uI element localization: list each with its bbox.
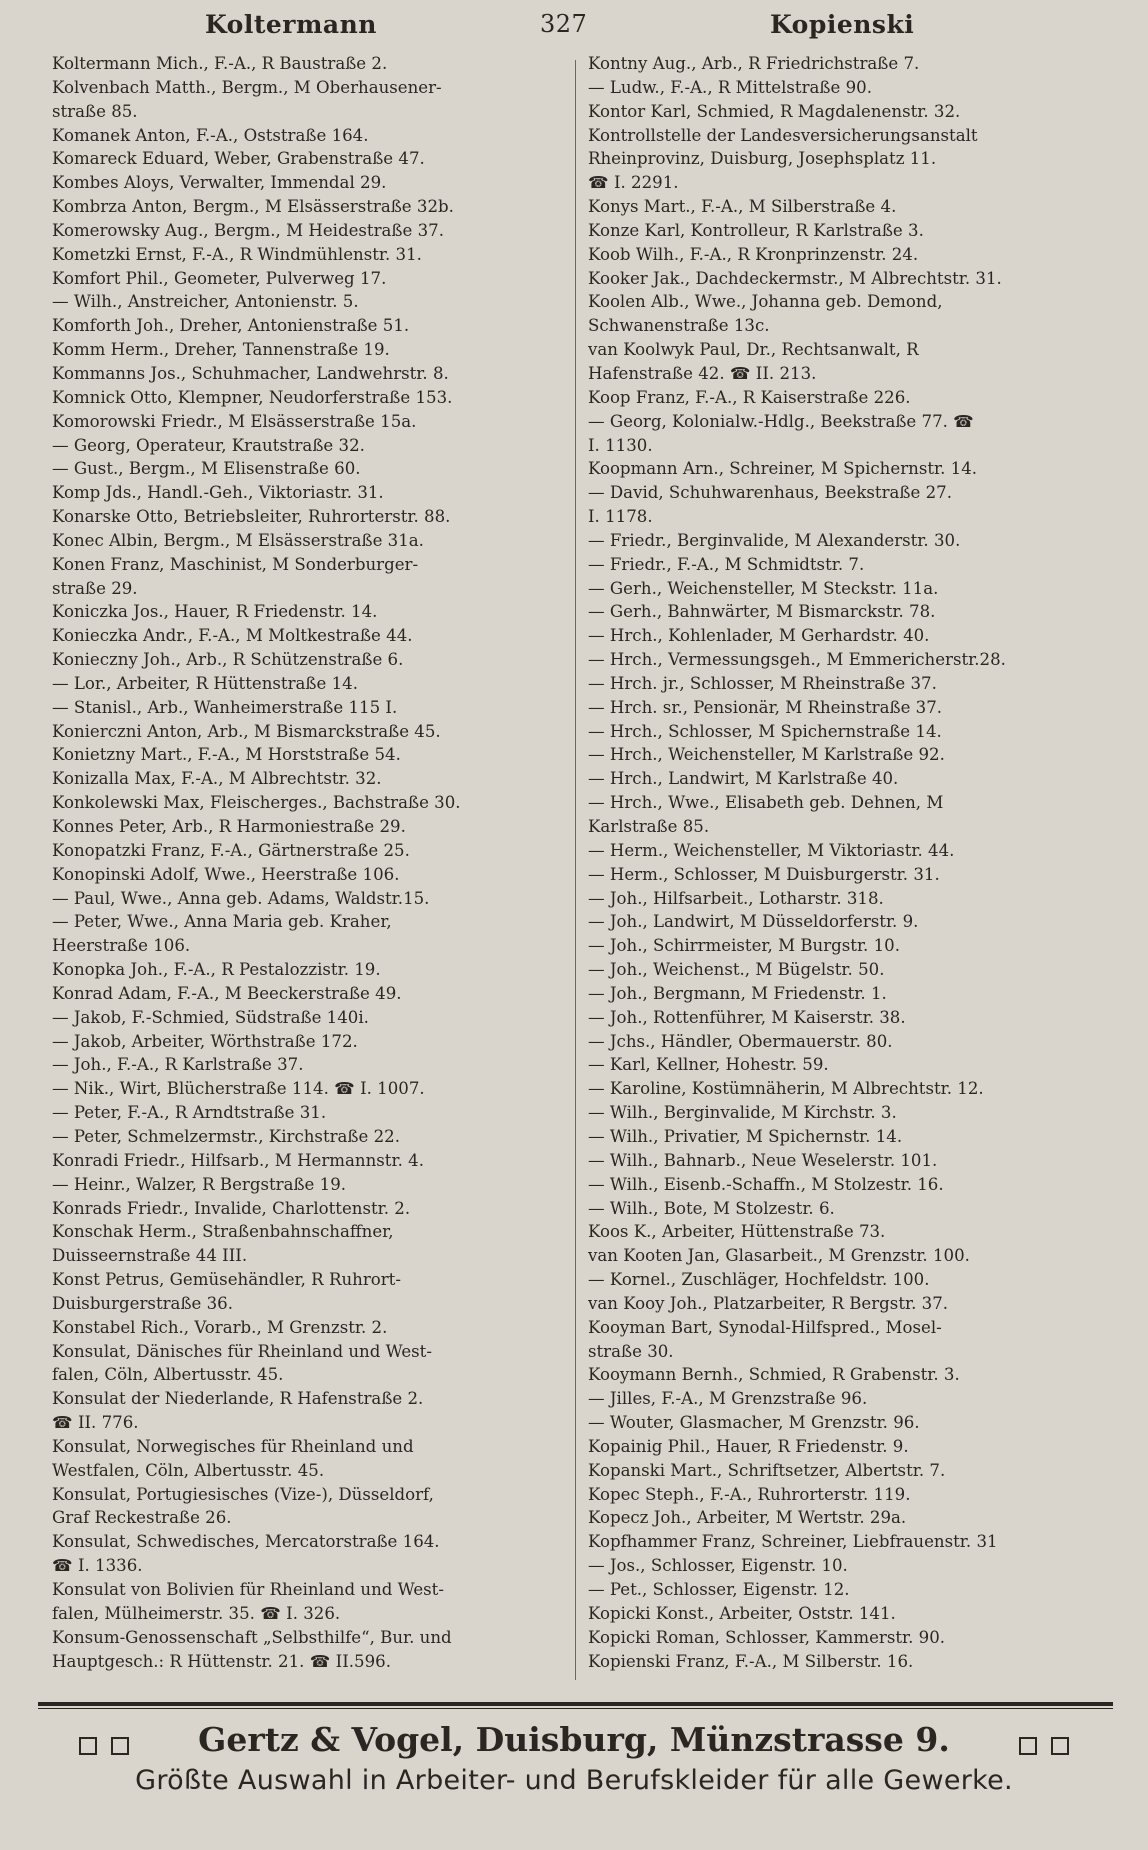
- directory-entry: Kontor Karl, Schmied, R Magdalenenstr. 32.: [588, 101, 961, 121]
- directory-entry: Koolen Alb., Wwe., Johanna geb. Demond,: [588, 292, 943, 312]
- directory-entry: Komp Jds., Handl.-Geh., Viktoriastr. 31.: [52, 483, 384, 503]
- directory-entry: I. 1130.: [588, 435, 653, 455]
- directory-entry: Konierczni Anton, Arb., M Bismarckstraße 45.: [52, 721, 441, 741]
- advertisement-headline: Gertz & Vogel, Duisburg, Münzstrasse 9.: [198, 1720, 950, 1759]
- directory-entry: — Georg, Kolonialw.-Hdlg., Beekstraße 77. ☎: [588, 411, 974, 431]
- directory-entry: — Hrch., Vermessungsgeh., M Emmericherstr.28.: [588, 650, 1006, 670]
- directory-entry: Konsulat von Bolivien für Rheinland und West-: [52, 1580, 444, 1599]
- directory-entry: — Wilh., Bote, M Stolzestr. 6.: [588, 1198, 835, 1218]
- directory-entry: Konze Karl, Kontrolleur, R Karlstraße 3.: [588, 220, 924, 240]
- directory-entry: Hafenstraße 42. ☎ II. 213.: [588, 363, 817, 383]
- directory-entry: falen, Mülheimerstr. 35. ☎ I. 326.: [52, 1603, 341, 1623]
- directory-entry: — Joh., Hilfsarbeit., Lotharstr. 318.: [588, 888, 884, 908]
- directory-entry: — Stanisl., Arb., Wanheimerstraße 115 I.: [52, 697, 398, 717]
- directory-entry: — Heinr., Walzer, R Bergstraße 19.: [52, 1174, 347, 1194]
- directory-entry: Konizalla Max, F.-A., M Albrechtstr. 32.: [52, 769, 382, 789]
- directory-entry: Konietzny Mart., F.-A., M Horststraße 54.: [52, 745, 401, 765]
- directory-entry: van Kooten Jan, Glasarbeit., M Grenzstr. 100.: [588, 1246, 970, 1266]
- directory-entry: — Hrch. sr., Pensionär, M Rheinstraße 37.: [588, 697, 943, 717]
- directory-entry: — Joh., Landwirt, M Düsseldorferstr. 9.: [588, 912, 919, 932]
- directory-entry: Konsulat, Schwedisches, Mercatorstraße 164.: [52, 1532, 440, 1552]
- directory-entry: van Koolwyk Paul, Dr., Rechtsanwalt, R: [588, 340, 919, 360]
- column-divider: [575, 60, 576, 1680]
- directory-entry: Kopicki Konst., Arbeiter, Oststr. 141.: [588, 1603, 896, 1623]
- directory-entry: Konsulat, Dänisches für Rheinland und West-: [52, 1341, 432, 1361]
- directory-entry: Kooyman Bart, Synodal-Hilfspred., Mosel-: [588, 1317, 942, 1337]
- directory-entry: Konopinski Adolf, Wwe., Heerstraße 106.: [52, 864, 400, 884]
- directory-entry: Koos K., Arbeiter, Hüttenstraße 73.: [588, 1222, 886, 1242]
- directory-entry: — Kornel., Zuschläger, Hochfeldstr. 100.: [588, 1270, 930, 1290]
- directory-entry: Konsum-Genossenschaft „Selbsthilfe“, Bur. und: [52, 1627, 452, 1647]
- directory-entry: Westfalen, Cöln, Albertusstr. 45.: [52, 1460, 325, 1480]
- directory-entry: Koopmann Arn., Schreiner, M Spichernstr. 14.: [588, 459, 978, 479]
- directory-entry: Kopainig Phil., Hauer, R Friedenstr. 9.: [588, 1436, 909, 1456]
- advertisement-tagline: Größte Auswahl in Arbeiter- und Berufskleider für alle Gewerke.: [135, 1765, 1013, 1796]
- directory-entry: Konopka Joh., F.-A., R Pestalozzistr. 19.: [52, 960, 381, 980]
- directory-entry: Koop Franz, F.-A., R Kaiserstraße 226.: [588, 387, 911, 407]
- header-right-keyword: Kopienski: [770, 10, 915, 39]
- directory-entry: Konys Mart., F.-A., M Silberstraße 4.: [588, 197, 897, 217]
- directory-entry: Kommanns Jos., Schuhmacher, Landwehrstr. 8.: [52, 363, 449, 383]
- directory-entry: — Hrch., Schlosser, M Spichernstraße 14.: [588, 721, 942, 741]
- directory-entry: Konst Petrus, Gemüsehändler, R Ruhrort-: [52, 1270, 401, 1290]
- directory-entry: ☎ II. 776.: [52, 1413, 139, 1433]
- directory-entry: ☎ I. 2291.: [588, 173, 679, 193]
- advertisement-rule: [38, 1702, 1113, 1706]
- directory-entry: — Gust., Bergm., M Elisenstraße 60.: [52, 459, 361, 479]
- directory-entry: — Herm., Weichensteller, M Viktoriastr. 44.: [588, 840, 955, 860]
- left-column: [52, 52, 564, 1673]
- directory-entry: Komforth Joh., Dreher, Antonienstraße 51.: [52, 316, 410, 336]
- directory-entry: — Lor., Arbeiter, R Hüttenstraße 14.: [52, 673, 358, 693]
- directory-entry: — Friedr., Berginvalide, M Alexanderstr. 30.: [588, 530, 961, 550]
- directory-entry: Heerstraße 106.: [52, 936, 191, 956]
- directory-entry: — Wilh., Bahnarb., Neue Weselerstr. 101.: [588, 1150, 938, 1170]
- directory-entry: Hauptgesch.: R Hüttenstr. 21. ☎ II.596.: [52, 1651, 391, 1671]
- directory-entry: — Wilh., Berginvalide, M Kirchstr. 3.: [588, 1103, 897, 1123]
- directory-entry: van Kooy Joh., Platzarbeiter, R Bergstr. 37.: [588, 1293, 949, 1313]
- directory-entry: Koniczka Jos., Hauer, R Friedenstr. 14.: [52, 602, 378, 622]
- directory-entry: Kooymann Bernh., Schmied, R Grabenstr. 3.: [588, 1365, 960, 1385]
- directory-entry: — Joh., Rottenführer, M Kaiserstr. 38.: [588, 1007, 906, 1027]
- directory-entry: Konsulat, Norwegisches für Rheinland und: [52, 1436, 414, 1456]
- directory-entry: Karlstraße 85.: [588, 817, 710, 836]
- directory-entry: straße 29.: [52, 578, 138, 598]
- directory-entry: Duisburgerstraße 36.: [52, 1293, 234, 1313]
- directory-entry: Konkolewski Max, Fleischerges., Bachstraße 30.: [52, 793, 461, 813]
- directory-entry: Konieczny Joh., Arb., R Schützenstraße 6.: [52, 650, 404, 670]
- directory-entry: — Jos., Schlosser, Eigenstr. 10.: [588, 1556, 848, 1576]
- directory-entry: Komanek Anton, F.-A., Oststraße 164.: [52, 125, 369, 145]
- directory-entry: Koob Wilh., F.-A., R Kronprinzenstr. 24.: [588, 244, 919, 264]
- directory-entry: Konschak Herm., Straßenbahnschaffner,: [52, 1222, 394, 1242]
- directory-entry: — Joh., Weichenst., M Bügelstr. 50.: [588, 960, 885, 980]
- directory-entry: Kombes Aloys, Verwalter, Immendal 29.: [52, 173, 387, 193]
- directory-entry: Kopec Steph., F.-A., Ruhrorterstr. 119.: [588, 1484, 911, 1504]
- directory-entry: I. 1178.: [588, 507, 653, 527]
- directory-entry: Duisseernstraße 44 III.: [52, 1246, 248, 1266]
- directory-entry: — Peter, Schmelzermstr., Kirchstraße 22.: [52, 1126, 401, 1146]
- directory-entry: Konsulat, Portugiesisches (Vize-), Düsseldorf,: [52, 1484, 434, 1504]
- directory-entry: Kooker Jak., Dachdeckermstr., M Albrechtstr. 31.: [588, 268, 1002, 288]
- directory-entry: — Gerh., Weichensteller, M Steckstr. 11a.: [588, 578, 939, 598]
- directory-entry: — Wouter, Glasmacher, M Grenzstr. 96.: [588, 1413, 920, 1433]
- directory-entry: Kopecz Joh., Arbeiter, M Wertstr. 29a.: [588, 1508, 907, 1528]
- directory-entry: Rheinprovinz, Duisburg, Josephsplatz 11.: [588, 149, 937, 169]
- directory-entry: Kontrollstelle der Landesversicherungsanstalt: [588, 125, 978, 145]
- directory-entry: straße 30.: [588, 1341, 674, 1361]
- directory-entry: Konec Albin, Bergm., M Elsässerstraße 31a.: [52, 530, 424, 550]
- directory-entry: Komm Herm., Dreher, Tannenstraße 19.: [52, 340, 390, 360]
- directory-entry: Konstabel Rich., Vorarb., M Grenzstr. 2.: [52, 1317, 388, 1337]
- directory-entry: Komfort Phil., Geometer, Pulverweg 17.: [52, 268, 387, 288]
- directory-entry: — Hrch., Landwirt, M Karlstraße 40.: [588, 769, 899, 789]
- directory-entry: straße 85.: [52, 101, 138, 121]
- directory-entry: Graf Reckestraße 26.: [52, 1508, 232, 1528]
- directory-entry: — Georg, Operateur, Krautstraße 32.: [52, 435, 365, 455]
- directory-entry: — Wilh., Privatier, M Spichernstr. 14.: [588, 1126, 903, 1146]
- directory-entry: — Gerh., Bahnwärter, M Bismarckstr. 78.: [588, 602, 936, 622]
- directory-entry: — Jchs., Händler, Obermauerstr. 80.: [588, 1031, 893, 1051]
- directory-entry: — David, Schuhwarenhaus, Beekstraße 27.: [588, 483, 952, 503]
- directory-entry: Konrad Adam, F.-A., M Beeckerstraße 49.: [52, 983, 402, 1003]
- directory-entry: — Joh., Schirrmeister, M Burgstr. 10.: [588, 936, 900, 956]
- directory-entry: Komareck Eduard, Weber, Grabenstraße 47.: [52, 149, 425, 169]
- directory-entry: — Joh., F.-A., R Karlstraße 37.: [52, 1055, 304, 1075]
- directory-entry: Konarske Otto, Betriebsleiter, Ruhrorterstr. 88.: [52, 507, 451, 527]
- directory-entry: Konen Franz, Maschinist, M Sonderburger-: [52, 554, 419, 574]
- directory-entry: — Herm., Schlosser, M Duisburgerstr. 31.: [588, 864, 940, 884]
- directory-entry: — Jakob, Arbeiter, Wörthstraße 172.: [52, 1031, 358, 1051]
- directory-entry: Kontny Aug., Arb., R Friedrichstraße 7.: [588, 54, 920, 73]
- directory-entry: Konrads Friedr., Invalide, Charlottenstr. 2.: [52, 1198, 411, 1218]
- directory-entry: Konsulat der Niederlande, R Hafenstraße 2.: [52, 1389, 424, 1409]
- directory-entry: — Pet., Schlosser, Eigenstr. 12.: [588, 1580, 850, 1599]
- directory-entry: — Hrch., Wwe., Elisabeth geb. Dehnen, M: [588, 793, 944, 813]
- page-number: 327: [540, 10, 588, 38]
- directory-entry: — Jilles, F.-A., M Grenzstraße 96.: [588, 1389, 868, 1409]
- directory-entry: — Peter, Wwe., Anna Maria geb. Kraher,: [52, 912, 392, 932]
- directory-entry: — Jakob, F.-Schmied, Südstraße 140i.: [52, 1007, 369, 1027]
- directory-entry: Kolvenbach Matth., Bergm., M Oberhausener-: [52, 77, 442, 97]
- directory-entry: falen, Cöln, Albertusstr. 45.: [52, 1365, 284, 1385]
- directory-entry: — Karl, Kellner, Hohestr. 59.: [588, 1055, 829, 1075]
- advertisement-rule-thin: [38, 1708, 1113, 1709]
- directory-entry: — Hrch., Weichensteller, M Karlstraße 92.: [588, 745, 945, 765]
- directory-entry: Komorowski Friedr., M Elsässerstraße 15a.: [52, 411, 417, 431]
- directory-entry: — Karoline, Kostümnäherin, M Albrechtstr. 12.: [588, 1079, 984, 1099]
- directory-entry: Kometzki Ernst, F.-A., R Windmühlenstr. 31.: [52, 244, 422, 264]
- directory-entry: Kopfhammer Franz, Schreiner, Liebfrauenstr. 31: [588, 1532, 998, 1552]
- directory-entry: ☎ I. 1336.: [52, 1556, 143, 1576]
- directory-entry: — Wilh., Eisenb.-Schaffn., M Stolzestr. 16.: [588, 1174, 944, 1194]
- directory-entry: — Nik., Wirt, Blücherstraße 114. ☎ I. 1007.: [52, 1079, 425, 1099]
- directory-entry: — Hrch., Kohlenlader, M Gerhardstr. 40.: [588, 626, 930, 646]
- directory-entry: Komerowsky Aug., Bergm., M Heidestraße 37.: [52, 220, 444, 240]
- directory-entry: Konradi Friedr., Hilfsarb., M Hermannstr. 4.: [52, 1150, 424, 1170]
- directory-entry: Kopicki Roman, Schlosser, Kammerstr. 90.: [588, 1627, 946, 1647]
- directory-entry: — Ludw., F.-A., R Mittelstraße 90.: [588, 77, 872, 97]
- directory-entry: Konopatzki Franz, F.-A., Gärtnerstraße 25.: [52, 840, 410, 860]
- directory-entry: Kopanski Mart., Schriftsetzer, Albertstr. 7.: [588, 1460, 946, 1480]
- directory-entry: — Paul, Wwe., Anna geb. Adams, Waldstr.15.: [52, 888, 430, 908]
- header-left-keyword: Koltermann: [205, 10, 377, 39]
- directory-entry: Komnick Otto, Klempner, Neudorferstraße 153.: [52, 387, 453, 407]
- directory-entry: Schwanenstraße 13c.: [588, 316, 770, 336]
- directory-entry: — Joh., Bergmann, M Friedenstr. 1.: [588, 983, 887, 1003]
- right-column: [588, 52, 1102, 1673]
- directory-entry: Koltermann Mich., F.-A., R Baustraße 2.: [52, 54, 388, 73]
- directory-entry: — Friedr., F.-A., M Schmidtstr. 7.: [588, 554, 865, 574]
- directory-entry: Kombrza Anton, Bergm., M Elsässerstraße 32b.: [52, 197, 454, 217]
- directory-entry: Konnes Peter, Arb., R Harmoniestraße 29.: [52, 817, 406, 836]
- directory-entry: Konieczka Andr., F.-A., M Moltkestraße 44.: [52, 626, 413, 646]
- directory-entry: Kopienski Franz, F.-A., M Silberstr. 16.: [588, 1651, 914, 1671]
- directory-entry: — Hrch. jr., Schlosser, M Rheinstraße 37.: [588, 673, 937, 693]
- directory-entry: — Peter, F.-A., R Arndtstraße 31.: [52, 1103, 327, 1123]
- directory-entry: — Wilh., Anstreicher, Antonienstr. 5.: [52, 292, 359, 312]
